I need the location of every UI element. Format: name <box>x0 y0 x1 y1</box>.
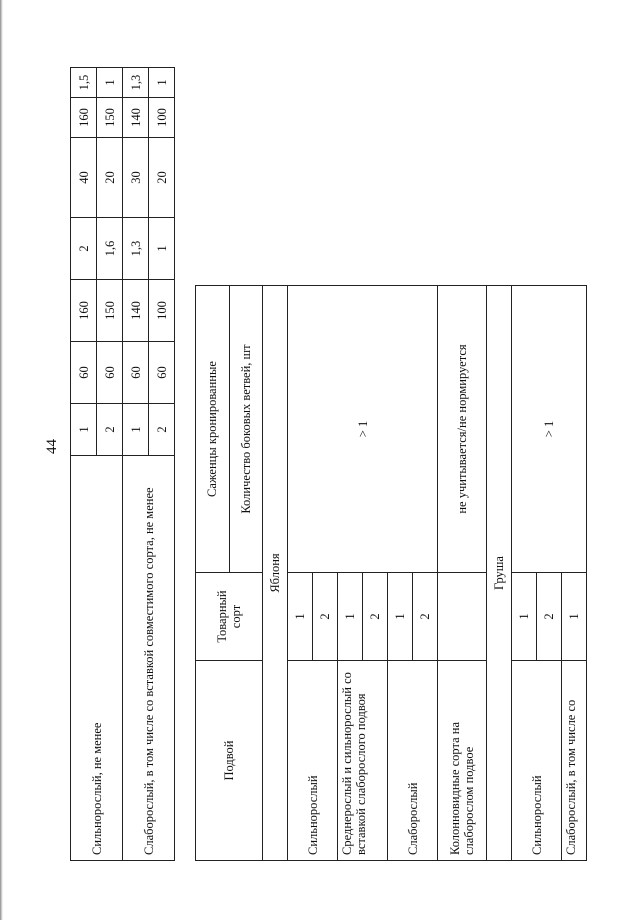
grade-cell: 1 <box>288 573 313 661</box>
cell: 60 <box>71 342 97 404</box>
table-row <box>288 286 313 861</box>
table-row <box>512 286 537 861</box>
grade-cell: 2 <box>313 573 338 661</box>
apple-value: > 1 <box>288 286 438 573</box>
cell: 20 <box>97 138 123 218</box>
row-label: Слаборослый, в том числе со <box>562 661 587 861</box>
cell: 40 <box>71 138 97 218</box>
grade-cell: 1 <box>562 573 587 661</box>
header-grade: Товарный сорт <box>196 573 263 661</box>
columnar-value: не учитывается/не нормируется <box>438 286 487 573</box>
header-rootstock: Подвой <box>196 661 263 861</box>
grade-cell: 1 <box>338 573 363 661</box>
cell: 1 <box>97 68 123 98</box>
cell: 1 <box>71 404 97 456</box>
cell: 1,6 <box>97 218 123 280</box>
cell: 1 <box>123 404 149 456</box>
row-label: Слаборослый, в том числе со вставкой совместимого сорта, не менее <box>123 456 175 861</box>
section-apple: Яблоня <box>263 286 288 861</box>
table-row <box>123 68 149 861</box>
page-number: 44 <box>44 439 60 454</box>
table-header-row <box>196 286 230 861</box>
cell: 60 <box>97 342 123 404</box>
grade-cell-empty <box>438 573 487 661</box>
cell: 140 <box>123 280 149 342</box>
cell: 150 <box>97 280 123 342</box>
row-label: Слаборослый <box>388 661 438 861</box>
header-branches: Количество боковых ветвей, шт <box>229 286 263 573</box>
cell: 30 <box>123 138 149 218</box>
row-label: Сильнорослый <box>288 661 338 861</box>
table-1-rotated <box>70 68 175 861</box>
cell: 2 <box>97 404 123 456</box>
cell: 1,5 <box>71 68 97 98</box>
cell: 100 <box>149 98 175 138</box>
cell: 160 <box>71 98 97 138</box>
section-pear: Груша <box>487 286 512 861</box>
table-2-rotated <box>195 344 581 861</box>
grade-cell: 1 <box>388 573 413 661</box>
cell: 1 <box>149 218 175 280</box>
cell: 150 <box>97 98 123 138</box>
table-section-row <box>487 286 512 861</box>
row-label: Сильнорослый, не менее <box>71 456 123 861</box>
grade-cell: 2 <box>413 573 438 661</box>
cell: 160 <box>71 280 97 342</box>
cell: 140 <box>123 98 149 138</box>
table-2 <box>195 285 587 861</box>
grade-cell: 2 <box>537 573 562 661</box>
cell: 2 <box>149 404 175 456</box>
grade-cell: 2 <box>363 573 388 661</box>
table-section-row <box>263 286 288 861</box>
table-row <box>438 286 487 861</box>
scan-edge <box>0 0 3 920</box>
cell: 100 <box>149 280 175 342</box>
cell: 60 <box>149 342 175 404</box>
cell: 1,3 <box>123 218 149 280</box>
row-label: Сильнорослый <box>512 661 562 861</box>
pear-value: > 1 <box>512 286 587 573</box>
grade-cell: 1 <box>512 573 537 661</box>
row-label: Колонновидные сорта на слаборослом подвое <box>438 661 487 861</box>
table-row <box>71 68 97 861</box>
cell: 2 <box>71 218 97 280</box>
table-1 <box>70 67 175 861</box>
row-label: Среднерослый и сильнорослый со вставкой слаборослого подвоя <box>338 661 388 861</box>
cell: 1 <box>149 68 175 98</box>
cell: 60 <box>123 342 149 404</box>
cell: 1,3 <box>123 68 149 98</box>
header-group: Саженцы кронированные <box>196 286 230 573</box>
cell: 20 <box>149 138 175 218</box>
